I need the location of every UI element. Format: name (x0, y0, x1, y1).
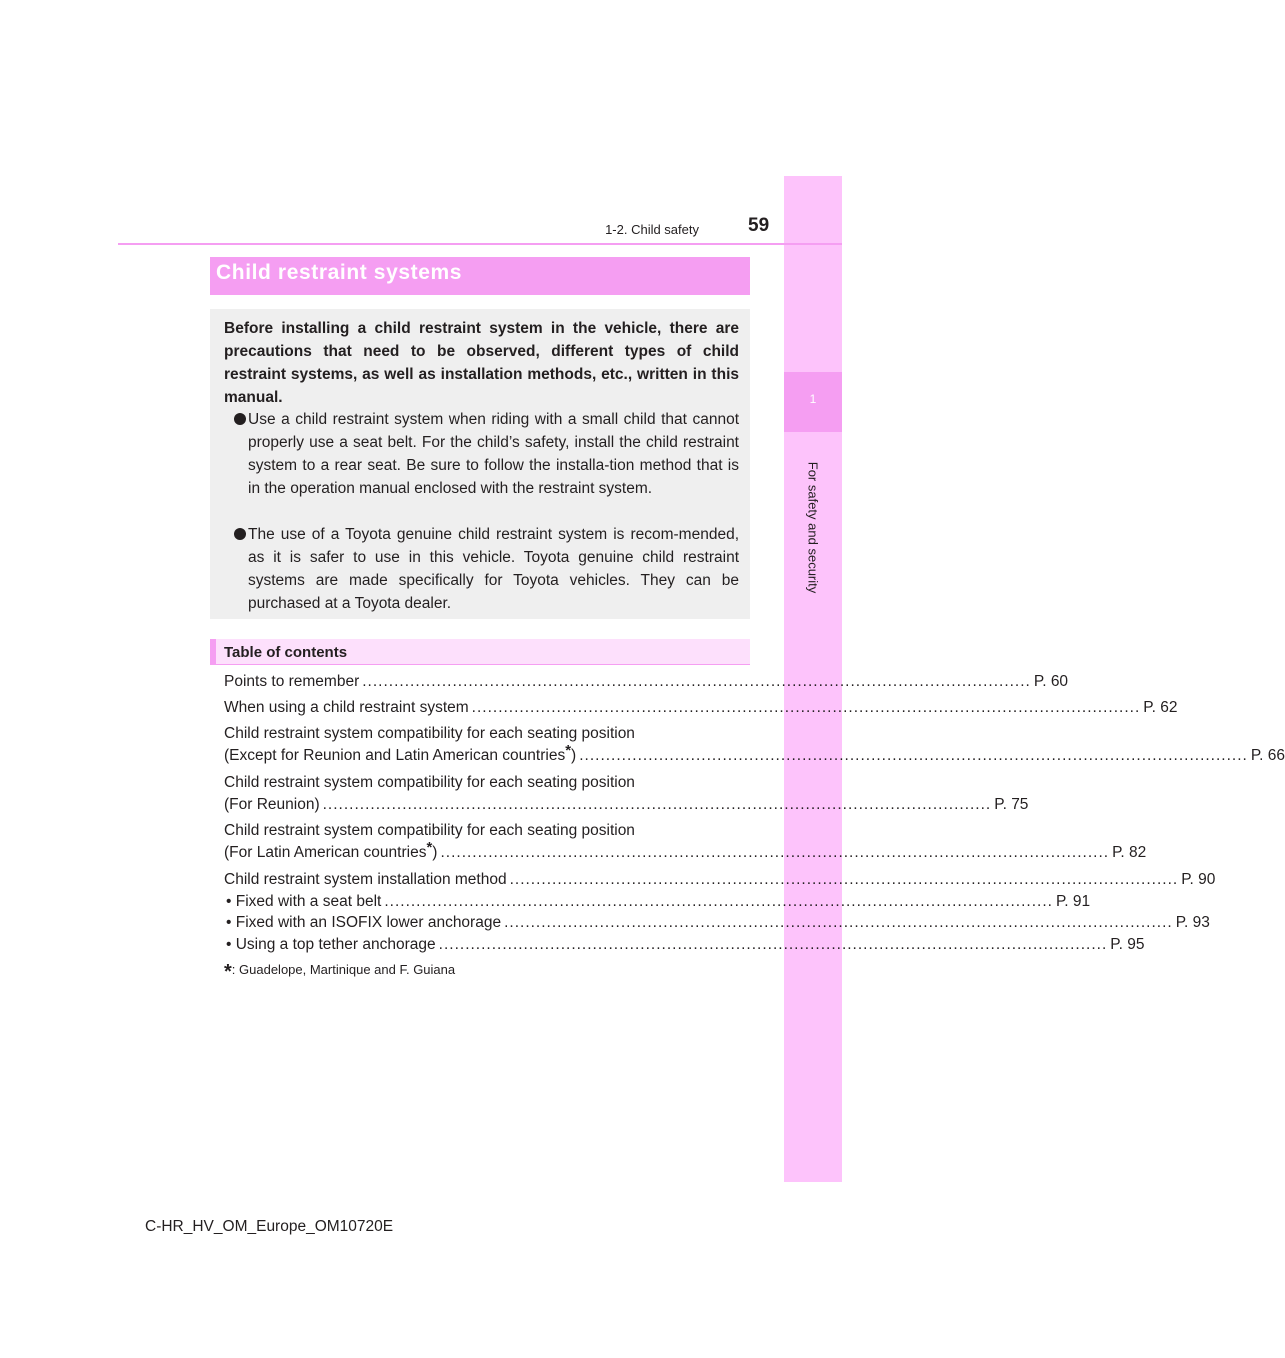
toc-entry-label: • Fixed with a seat belt (226, 893, 382, 910)
toc-entry[interactable] (224, 839, 1147, 866)
toc-subentry[interactable] (224, 914, 1210, 936)
toc-entry-line1: Child restraint system compatibility for each seating position (224, 725, 635, 742)
toc-dot-leader: .............................................................................................................................. (440, 844, 1110, 861)
header-rule (118, 243, 842, 245)
toc-entry[interactable] (224, 725, 722, 747)
toc-entry-label: When using a child restraint system (224, 699, 469, 716)
toc-entry-page: P. 60 (1033, 673, 1069, 690)
asterisk-icon: * (224, 961, 232, 983)
toc-entry-label: Child restraint system installation method (224, 871, 507, 888)
toc-entry-page: P. 82 (1112, 844, 1147, 861)
toc-entry-page: P. 95 (1110, 936, 1145, 953)
chapter-title: For safety and security (805, 461, 821, 594)
asterisk-icon: * (565, 742, 572, 759)
chapter-number: 1 (809, 392, 817, 406)
bullet-dot-icon (234, 413, 246, 425)
toc-subentry[interactable] (224, 936, 1145, 958)
toc-entry-page: P. 93 (1175, 914, 1210, 931)
toc-entry-label: Points to remember (224, 673, 360, 690)
bullet-dot-icon (234, 528, 246, 540)
toc-entry-page: P. 90 (1181, 871, 1216, 888)
bullet-text: The use of a Toyota genuine child restraint system is recom-mended, as it is safer to use in this vehicle. Toyota genuine child restraint systems are made specifically for Toyota vehicles. They can be purchased at a Toyota dealer. (248, 526, 739, 612)
toc-entry-page: P. 91 (1055, 893, 1091, 910)
toc-dot-leader: .............................................................................................................................. (438, 936, 1108, 953)
toc-entry-page: P. 66 (1250, 747, 1285, 764)
toc-entry[interactable] (224, 822, 722, 844)
toc-dot-leader: .............................................................................................................................. (471, 699, 1141, 716)
section-label: 1-2. Child safety (605, 222, 699, 237)
toc-header (210, 639, 750, 665)
toc-dot-leader: .............................................................................................................................. (579, 747, 1248, 764)
toc-dot-leader: .............................................................................................................................. (362, 673, 1031, 690)
toc-dot-leader: .............................................................................................................................. (322, 796, 992, 813)
footnote (224, 961, 455, 984)
toc-entry-label: (For Latin American countries*) (224, 839, 438, 861)
toc-dot-leader: .............................................................................................................................. (509, 871, 1179, 888)
toc-entry-page: P. 75 (994, 796, 1029, 813)
toc-title: Table of contents (224, 644, 348, 661)
toc-entry[interactable] (224, 796, 1029, 818)
toc-entry[interactable] (224, 673, 1069, 695)
footnote-text: : Guadelope, Martinique and F. Guiana (231, 962, 456, 977)
toc-entry[interactable] (224, 699, 1178, 721)
toc-entry[interactable] (224, 871, 1216, 893)
toc-entry-line1: Child restraint system compatibility for each seating position (224, 822, 635, 839)
bullet-text: Use a child restraint system when riding with a small child that cannot properly use a seat belt. For the child’s safety, install the child restraint system to a rear seat. Be sure to follow the installa-tion method that is in the operation manual enclosed with the restraint system. (248, 411, 739, 497)
page-title: Child restraint systems (216, 261, 463, 284)
intro-bullet (234, 523, 739, 615)
toc-entry[interactable] (224, 774, 722, 796)
document-code: C-HR_HV_OM_Europe_OM10720E (145, 1218, 394, 1235)
toc-entry-label: • Using a top tether anchorage (226, 936, 436, 953)
title-banner (210, 257, 750, 295)
toc-dot-leader: .............................................................................................................................. (504, 914, 1173, 931)
toc-entry-line1: Child restraint system compatibility for each seating position (224, 774, 635, 791)
toc-header-bar (210, 639, 216, 665)
toc-entry[interactable] (224, 742, 1285, 769)
toc-entry-page: P. 62 (1143, 699, 1178, 716)
toc-subentry[interactable] (224, 893, 1091, 915)
intro-lead: Before installing a child restraint system in the vehicle, there are precautions that need to be observed, different types of child restraint systems, as well as installation methods, etc., written in this manual. (224, 320, 739, 406)
toc-entry-label: (For Reunion) (224, 796, 320, 813)
intro-box (210, 309, 750, 619)
toc-entry-label: (Except for Reunion and Latin American countries*) (224, 742, 577, 764)
toc-dot-leader: .............................................................................................................................. (384, 893, 1053, 910)
asterisk-icon: * (426, 839, 433, 856)
page-number: 59 (748, 215, 770, 236)
intro-bullet (234, 408, 739, 523)
toc-entry-label: • Fixed with an ISOFIX lower anchorage (226, 914, 502, 931)
